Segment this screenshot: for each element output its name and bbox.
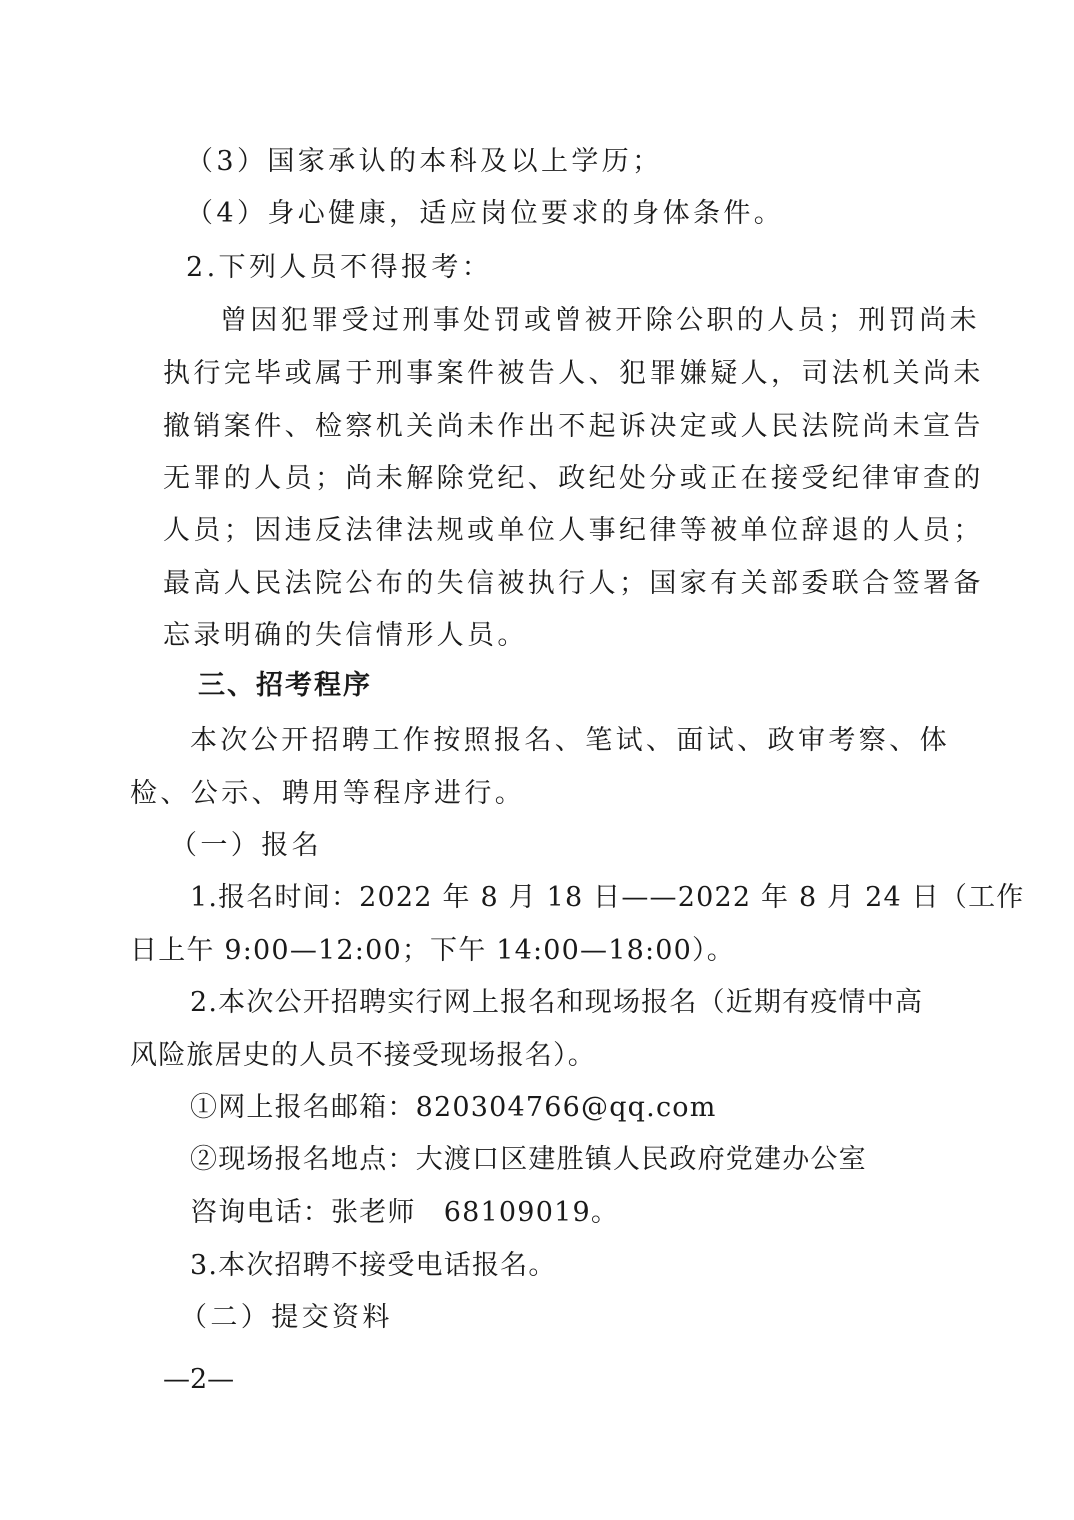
text-line-procedure-1: 本次公开招聘工作按照报名、笔试、面试、政审考察、体: [190, 725, 950, 756]
text-line-excluded-4: 无罪的人员；尚未解除党纪、政纪处分或正在接受纪律审查的: [163, 463, 984, 494]
text-line-health: （4）身心健康，适应岗位要求的身体条件。: [186, 198, 785, 229]
text-line-excluded-2: 执行完毕或属于刑事案件被告人、犯罪嫌疑人，司法机关尚未: [163, 358, 984, 389]
text-line-excluded-6: 最高人民法院公布的失信被执行人；国家有关部委联合签署备: [163, 568, 984, 599]
section-heading-procedure: 三、招考程序: [198, 670, 372, 701]
text-line-procedure-2: 检、公示、聘用等程序进行。: [130, 778, 526, 809]
page-number: —2—: [163, 1364, 235, 1395]
text-line-reg-time-1: 1.报名时间：2022 年 8 月 18 日——2022 年 8 月 24 日（工作: [190, 882, 1025, 913]
text-line-edu: （3）国家承认的本科及以上学历；: [186, 146, 663, 177]
text-line-reg-location: ②现场报名地点：大渡口区建胜镇人民政府党建办公室: [190, 1144, 867, 1175]
text-line-excluded-5: 人员；因违反法律法规或单位人事纪律等被单位辞退的人员；: [163, 515, 984, 546]
text-line-excluded-heading: 2.下列人员不得报考：: [186, 252, 493, 283]
text-line-excluded-3: 撤销案件、检察机关尚未作出不起诉决定或人民法院尚未宣告: [163, 411, 984, 442]
text-line-excluded-7: 忘录明确的失信情形人员。: [163, 620, 528, 651]
text-line-reg-method-2: 风险旅居史的人员不接受现场报名）。: [130, 1040, 596, 1071]
text-line-contact-phone: 咨询电话：张老师 68109019。: [190, 1197, 620, 1228]
text-line-no-phone-reg: 3.本次招聘不接受电话报名。: [190, 1250, 557, 1281]
subheading-registration: （一）报名: [170, 830, 322, 861]
text-line-reg-method-1: 2.本次公开招聘实行网上报名和现场报名（近期有疫情中高: [190, 987, 924, 1018]
text-line-reg-email: ①网上报名邮箱：820304766@qq.com: [190, 1092, 717, 1123]
text-line-reg-time-2: 日上午 9:00—12:00；下午 14:00—18:00）。: [130, 935, 735, 966]
text-line-excluded-1: 曾因犯罪受过刑事处罚或曾被开除公职的人员；刑罚尚未: [220, 305, 980, 336]
subheading-submit-materials: （二）提交资料: [180, 1302, 393, 1333]
